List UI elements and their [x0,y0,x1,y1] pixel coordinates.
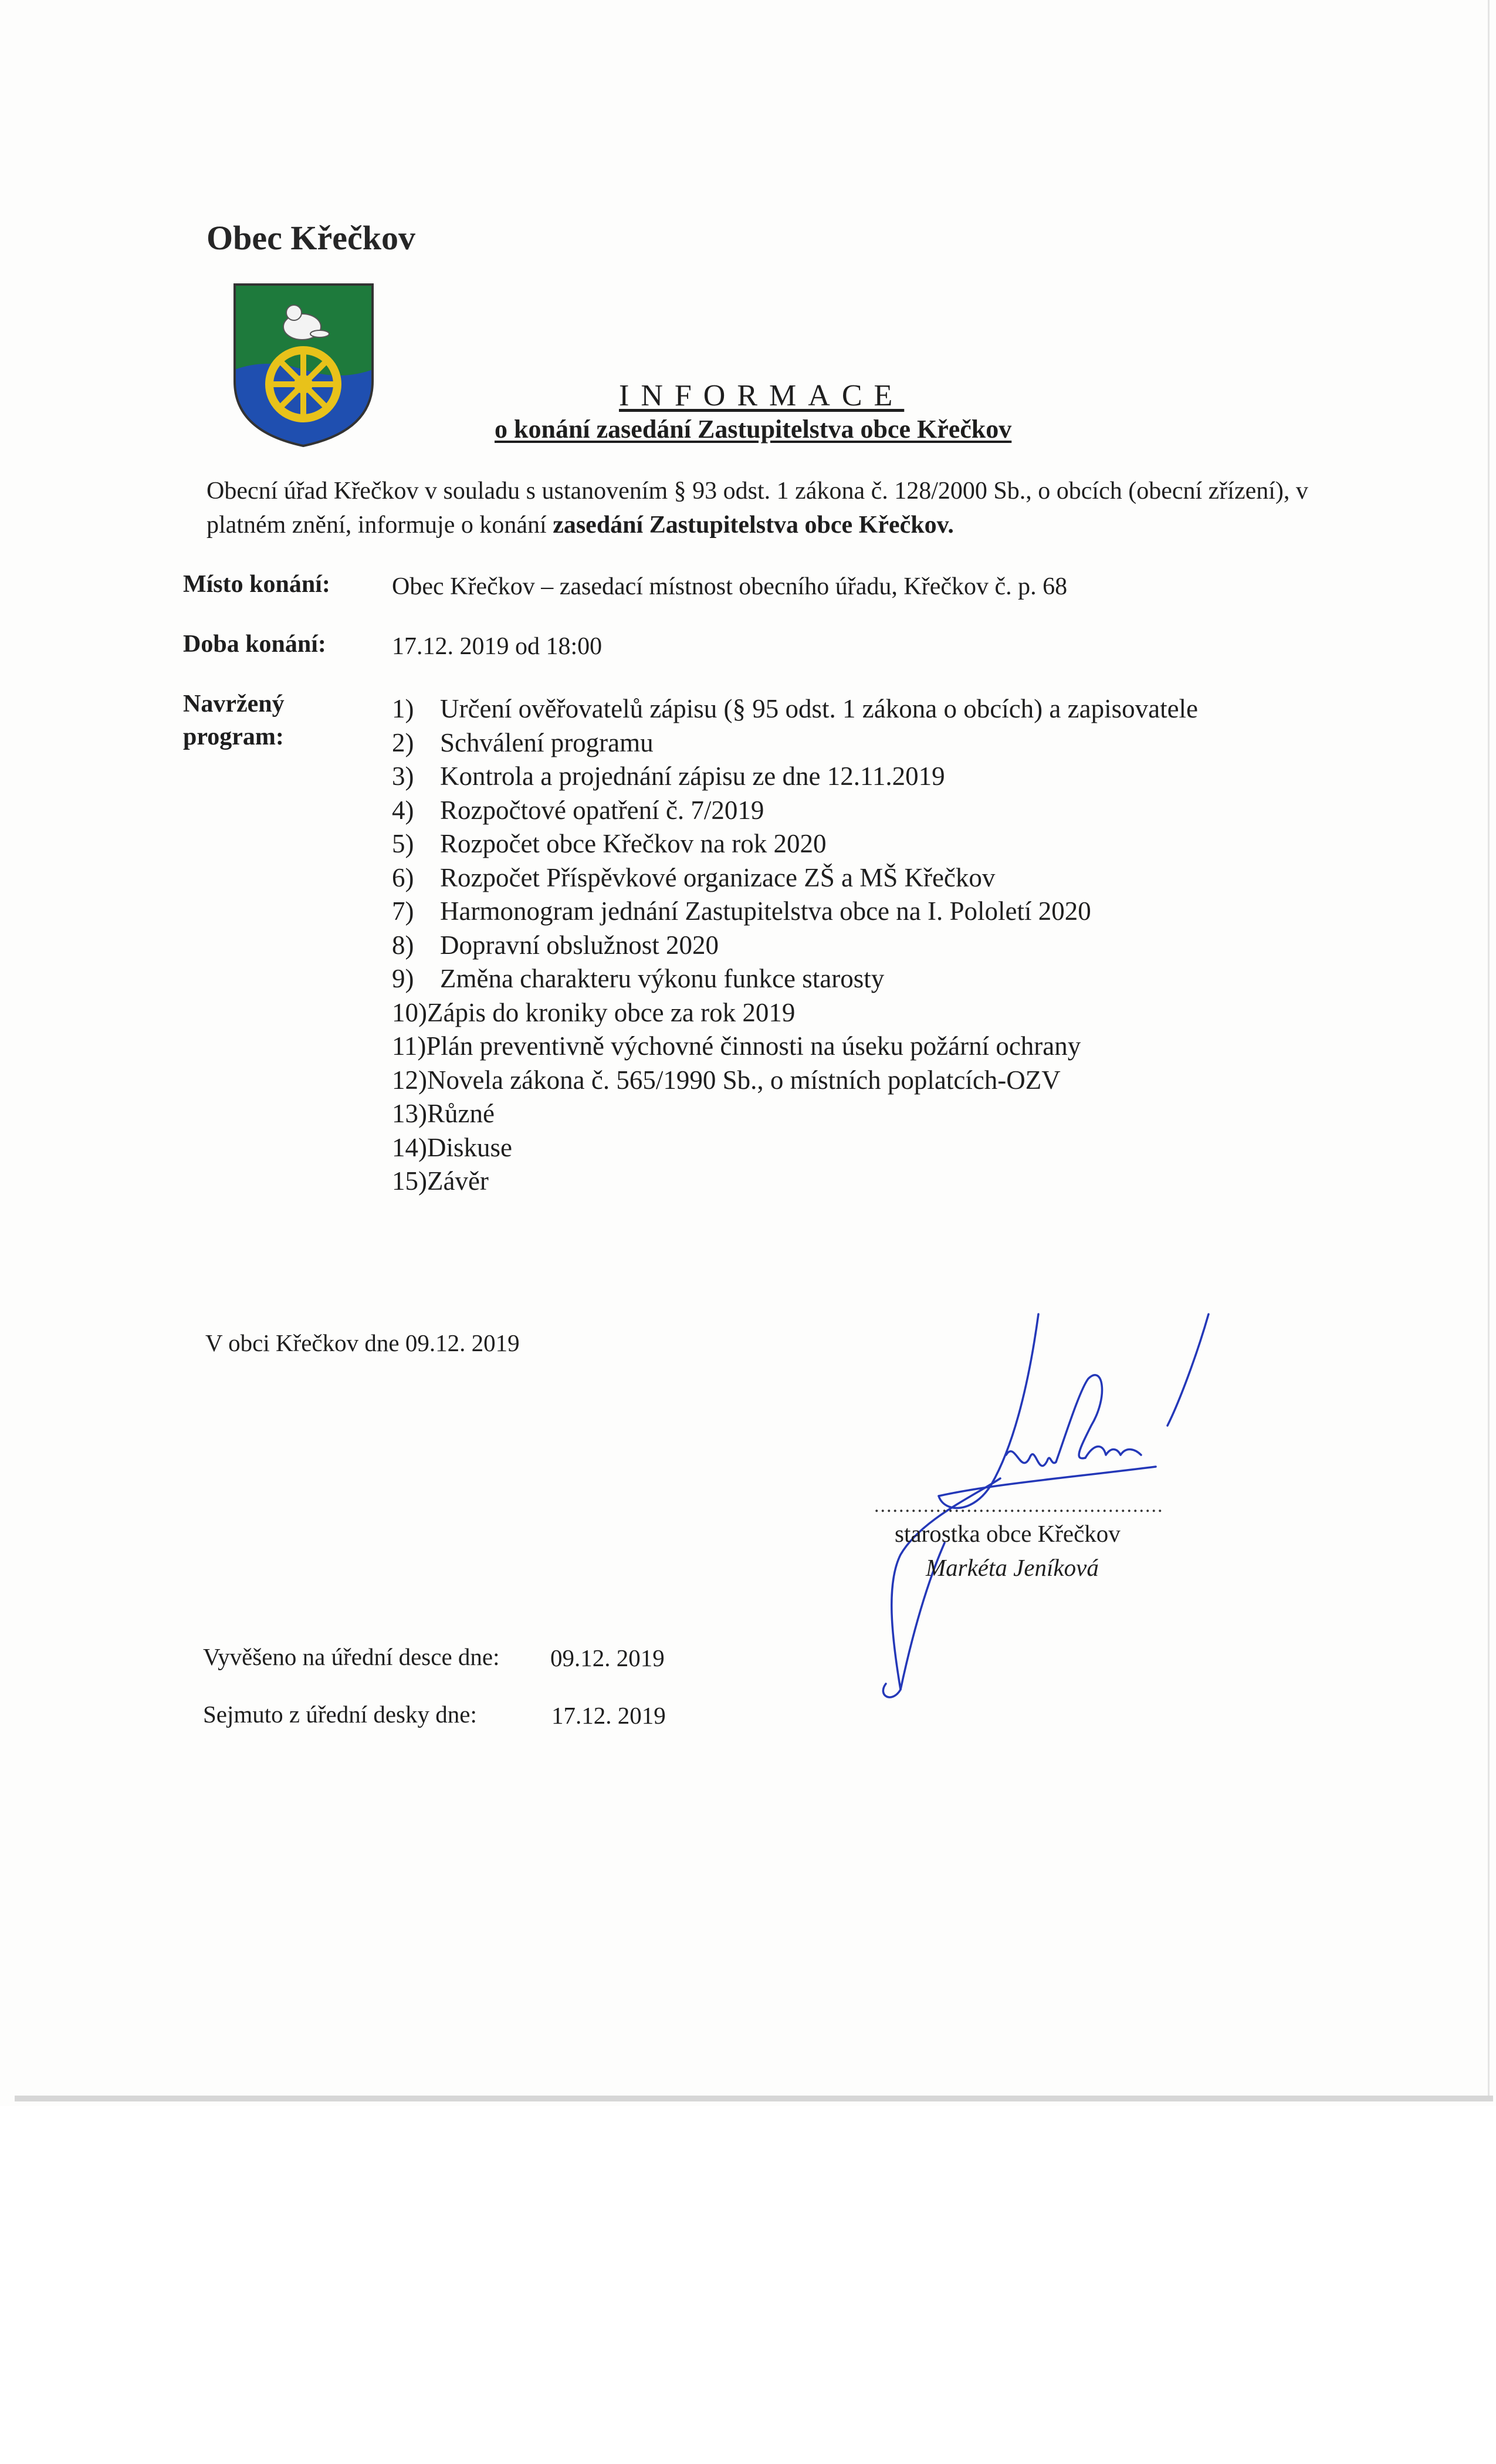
intro-bold-text: zasedání Zastupitelstva obce Křečkov. [553,512,954,539]
program-item-number: 1) [392,694,414,723]
place-label: Místo konání: [183,571,330,598]
program-item-number: 9) [392,964,414,993]
program-item-text: Harmonogram jednání Zastupitelstva obce na I. Pololetí 2020 [440,896,1091,926]
program-item-text: Změna charakteru výkonu funkce starosty [440,964,885,993]
municipality-name: Obec Křečkov [207,219,415,257]
program-item [392,692,1198,726]
program-item-number: 3) [392,761,414,791]
program-item-text: Různé [427,1099,495,1128]
program-item-number: 2) [392,727,414,757]
posted-date: 09.12. 2019 [550,1644,665,1671]
intro-paragraph [207,474,1345,542]
program-item-number: 4) [392,795,414,825]
place-value: Obec Křečkov – zasedací místnost obecního úřadu, Křečkov č. p. 68 [392,573,1068,600]
program-item-text: Rozpočet obce Křečkov na rok 2020 [440,829,827,858]
program-item [392,760,1198,794]
program-item-text: Dopravní obslužnost 2020 [440,930,719,960]
program-item-text: Zápis do kroniky obce za rok 2019 [427,997,796,1027]
program-item-text: Novela zákona č. 565/1990 Sb., o místních poplatcích-OZV [427,1065,1061,1095]
program-item-number: 7) [392,896,414,926]
program-label: Navržený program: [183,691,285,750]
program-item [392,929,1198,963]
place-and-date: V obci Křečkov dne 09.12. 2019 [205,1329,520,1356]
document-subtitle: o konání zasedání Zastupitelstva obce Křečkov [495,415,1012,444]
program-item-number: 8) [392,930,414,960]
program-item-text: Určení ověřovatelů zápisu (§ 95 odst. 1 zákona o obcích) a zapisovatele [440,694,1199,723]
posted-label: Vyvěšeno na úřední desce dne: [203,1643,500,1670]
program-item-number: 12) [392,1065,427,1095]
program-item-number: 10) [392,997,427,1027]
program-item [392,726,1198,760]
program-item-text: Rozpočet Příspěvkové organizace ZŠ a MŠ Křečkov [440,862,996,892]
program-list [392,692,1198,1199]
intro-text: Obecní úřad Křečkov v souladu s ustanovením § 93 odst. 1 zákona č. 128/2000 Sb., o obcích (obecní zřízení), v platném znění, informuje o konání [207,478,1308,539]
time-value: 17.12. 2019 od 18:00 [392,633,603,660]
document-title: INFORMACE [619,379,905,412]
program-item [392,1064,1198,1098]
signatory-name: Markéta Jeníková [926,1554,1099,1581]
program-item-text: Kontrola a projednání zápisu ze dne 12.11.2019 [440,761,945,791]
time-label: Doba konání: [183,631,326,658]
program-item [392,962,1198,996]
program-item [392,794,1198,828]
program-item [392,1131,1198,1165]
program-item-number: 14) [392,1132,427,1162]
program-item-number: 6) [392,862,414,892]
signatory-role: starostka obce Křečkov [895,1520,1121,1547]
program-item [392,895,1198,929]
signature-line: ............................................... [874,1495,1164,1517]
program-item [392,996,1198,1030]
coat-of-arms-icon [232,282,375,449]
program-item-number: 15) [392,1166,427,1196]
program-item [392,861,1198,895]
program-item-number: 5) [392,829,414,858]
program-item-text: Rozpočtové opatření č. 7/2019 [440,795,764,825]
program-item-number: 13) [392,1099,427,1128]
program-item-text: Diskuse [427,1132,512,1162]
program-item-number: 11) [392,1031,427,1061]
page-edge-right [1488,0,1490,2100]
program-item-text: Závěr [427,1166,489,1196]
program-item [392,1030,1198,1064]
program-item-text: Plán preventivně výchovné činnosti na úseku požární ochrany [426,1031,1081,1061]
program-item [392,827,1198,861]
program-item [392,1097,1198,1131]
removed-label: Sejmuto z úřední desky dne: [203,1701,477,1728]
removed-date: 17.12. 2019 [551,1702,666,1729]
program-item [392,1165,1198,1199]
page-edge-bottom [15,2096,1493,2101]
program-item-text: Schválení programu [440,727,654,757]
